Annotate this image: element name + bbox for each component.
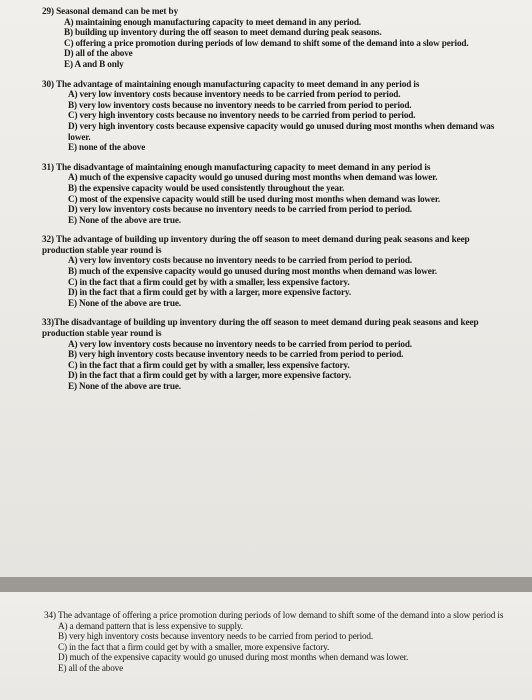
answer-option-e: E) none of the above [68,142,146,153]
question-stem [42,79,504,90]
question-text: The disadvantage of maintaining enough manufacturing capacity to meet demand in any period is [55,161,431,172]
answer-option-e: E) all of the above [58,662,124,673]
answer-option-e: E) None of the above are true. [68,214,181,225]
question-stem [42,162,504,173]
question-31 [42,162,504,226]
answer-option-e: E) None of the above are true. [68,297,181,308]
question-29 [42,6,504,70]
answer-options [42,17,504,70]
answer-option-b: B) very high inventory costs because inventory needs to be carried from period to period. [68,349,404,360]
answer-option-d: D) very high inventory costs because expensive capacity would go unused during most months when demand was lower. [68,120,495,142]
worksheet-page-bottom [0,592,532,700]
answer-option-e: E) A and B only [64,58,124,69]
question-stem [42,317,504,338]
question-text: The advantage of building up inventory during the off season to meet demand during peak seasons and keep production stable year round is [42,234,470,255]
answer-option-b: B) the expensive capacity would be used consistently throughout the year. [68,182,345,193]
question-number: 33) [42,317,54,328]
answer-option-c: C) in the fact that a firm could get by with a smaller, less expensive factory. [68,276,350,287]
question-34 [44,610,504,674]
answer-option-a: A) very low inventory costs because no inventory needs to be carried from period to period. [68,255,412,266]
question-number: 31) [42,161,54,172]
question-number: 32) [42,234,54,245]
question-text: The advantage of maintaining enough manufacturing capacity to meet demand in any period is [55,78,420,89]
answer-option-b: B) building up inventory during the off season to meet demand during peak seasons. [64,27,382,38]
answer-option-c: C) very high inventory costs because no inventory needs to be carried from period to period. [68,110,416,121]
answer-option-b: B) very low inventory costs because no inventory needs to be carried from period to period. [68,99,412,110]
answer-option-b: B) very high inventory costs because inventory needs to be carried from period to period. [58,631,374,642]
page-divider [0,577,532,592]
question-33 [42,317,504,391]
answer-options [42,89,504,153]
question-text: The advantage of offering a price promotion during periods of low demand to shift some of the demand into a slow period is [57,610,504,620]
question-number: 30) [42,78,54,89]
question-stem [42,234,504,255]
question-text: The disadvantage of building up inventory during the off season to meet demand during peak seasons and keep production stable year round is [42,317,479,339]
answer-options [42,339,504,392]
answer-options [44,621,504,674]
answer-option-a: A) very low inventory costs because inventory needs to be carried from period to period. [68,89,401,100]
answer-option-d: D) much of the expensive capacity would go unused during most months when demand was lower. [58,652,409,663]
question-number: 34) [44,610,56,620]
answer-option-a: A) much of the expensive capacity would go unused during most months when demand was lower. [68,172,438,183]
question-stem [42,6,504,17]
answer-option-a: A) very low inventory costs because no inventory needs to be carried from period to period. [68,338,412,349]
question-text: Seasonal demand can be met by [56,6,179,16]
answer-option-c: C) in the fact that a firm could get by with a smaller, less expensive factory. [68,359,350,370]
answer-option-c: C) offering a price promotion during periods of low demand to shift some of the demand into a slow period. [64,37,469,48]
question-30 [42,79,504,153]
answer-option-c: C) most of the expensive capacity would still be used during most months when demand was lower. [68,193,441,204]
question-stem [44,610,504,621]
answer-option-d: D) in the fact that a firm could get by with a larger, more expensive factory. [68,287,352,298]
answer-option-a: A) a demand pattern that is less expensive to supply. [58,620,243,631]
answer-option-d: D) in the fact that a firm could get by with a larger, more expensive factory. [68,370,352,381]
answer-option-c: C) in the fact that a firm could get by with a smaller, more expensive factory. [58,641,330,652]
answer-options [42,172,504,225]
answer-option-d: D) very low inventory costs because no inventory needs to be carried from period to period. [68,204,412,215]
answer-option-d: D) all of the above [64,48,133,59]
answer-option-b: B) much of the expensive capacity would go unused during most months when demand was lower. [68,266,437,277]
answer-options [42,255,504,308]
answer-option-e: E) None of the above are true. [68,381,181,391]
question-32 [42,234,504,308]
answer-option-a: A) maintaining enough manufacturing capacity to meet demand in any period. [64,16,361,27]
question-number: 29) [42,6,54,16]
